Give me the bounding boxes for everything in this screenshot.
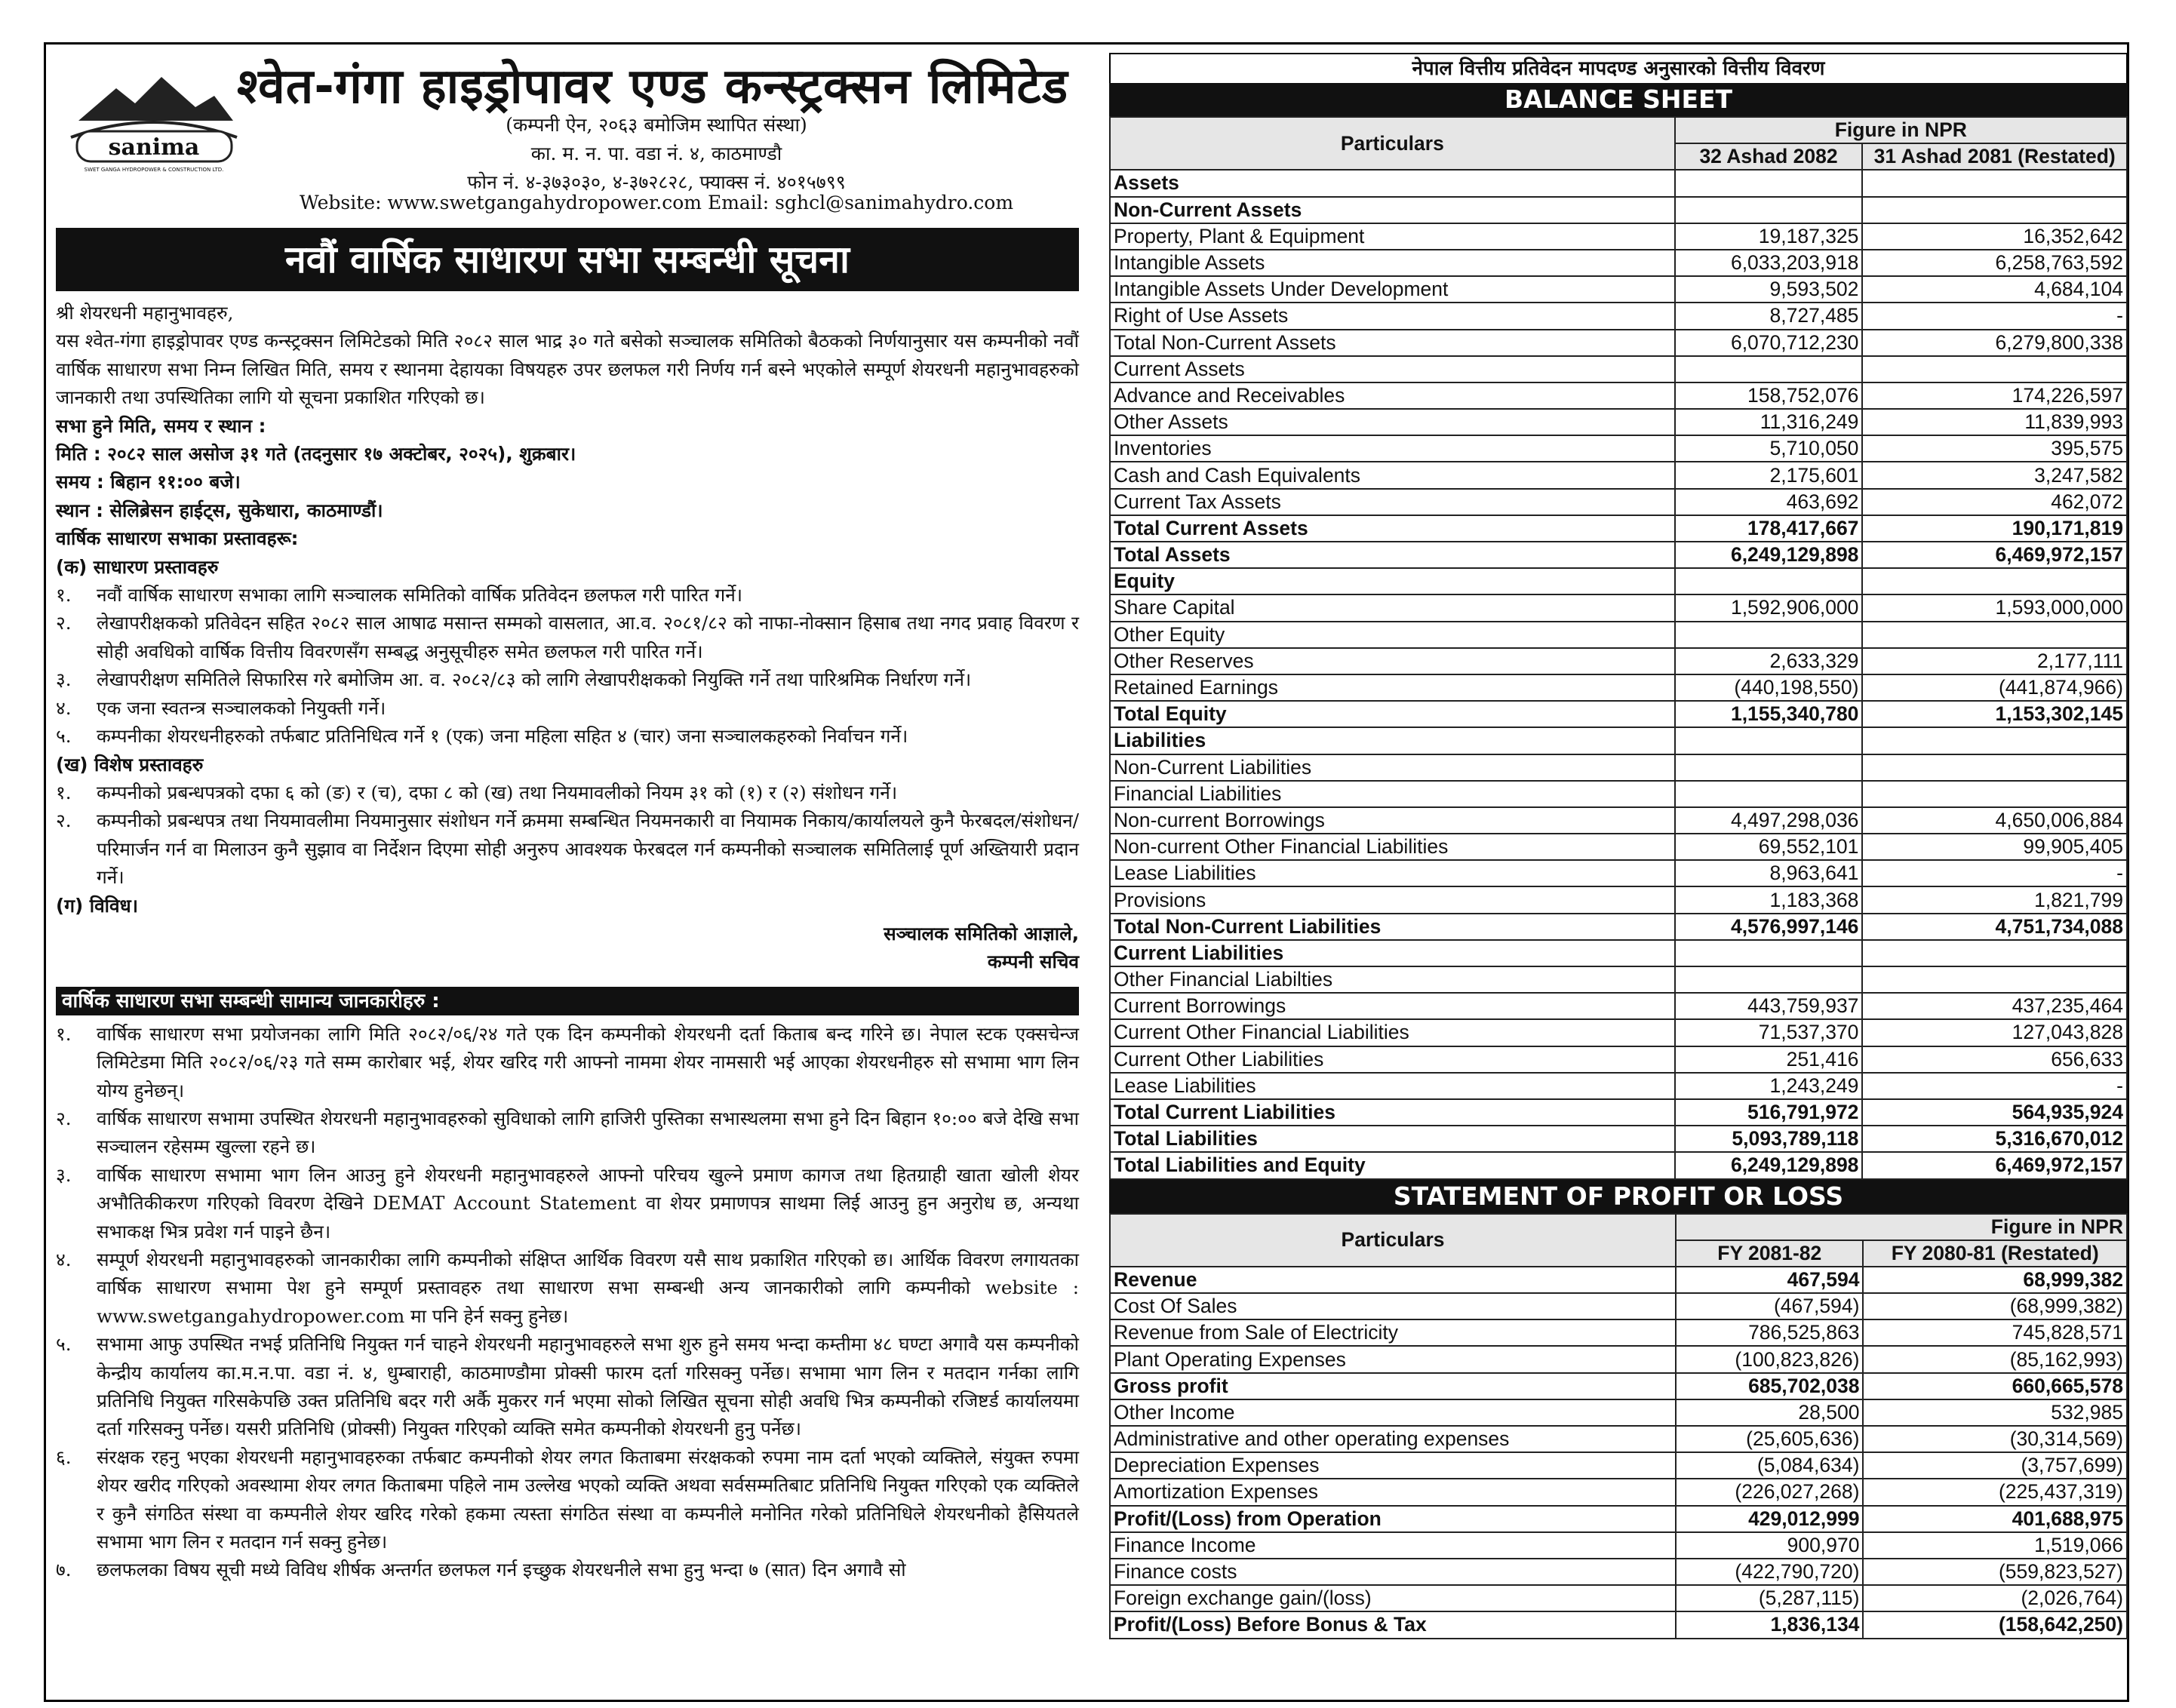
row-label: Other Income — [1110, 1399, 1676, 1426]
table-row — [1110, 674, 2127, 701]
table-row — [1110, 542, 2127, 568]
row-value-previous: 4,684,104 — [1862, 276, 2127, 303]
row-value-current — [1675, 966, 1863, 993]
list-item-text: एक जना स्वतन्त्र सञ्चालकको नियुक्ती गर्ने। — [97, 696, 386, 719]
list-item-text: सभामा आफु उपस्थित नभई प्रतिनिधि नियुक्त गर्न चाहने शेयरधनी महानुभावहरुले सभा शुरु हुने समय भन्दा कम्तीमा ४८ घण्टा अगावै यस कम्पनीको केन्द्रीय कार्यालय का.म.न.पा. वडा नं. ४, धुम्बाराही, काठमाण्डौमा प्रोक्सी फारम दर्ता गरिसक्नु पर्नेछ। सभामा भाग लिन र मतदान गर्नका लागि प्रतिनिधि नियुक्त गरिसकेपछि उक्त प्रतिनिधि बदर गरी अर्कै मुकरर गर्न भएमा सोको लिखित सूचना सोही अवधि भित्र कम्पनीको रजिष्टर्ड कार्यालयमा दर्ता गरिसक्नु पर्नेछ। यसरी प्रतिनिधि (प्रोक्सी) नियुक्त गरिएको व्यक्ति समेत कम्पनीको शेयरधनी हुनु पर्नेछ। — [97, 1333, 1079, 1440]
table-row — [1110, 1152, 2127, 1178]
meeting-time: समय : बिहान ११:०० बजे। — [56, 471, 241, 493]
general-proposals-heading: (क) साधारण प्रस्तावहरु — [56, 555, 219, 578]
row-value-previous: 6,469,972,157 — [1862, 542, 2127, 568]
table-row — [1110, 1611, 2127, 1638]
table-row — [1110, 807, 2127, 834]
bs-col2-header: 31 Ashad 2081 (Restated) — [1862, 143, 2127, 170]
list-item-number: ३. — [56, 1163, 72, 1186]
table-row — [1110, 1267, 2127, 1293]
row-value-previous: (225,437,319) — [1863, 1479, 2127, 1505]
row-value-current: 8,963,641 — [1675, 860, 1863, 886]
row-value-previous — [1862, 197, 2127, 223]
table-row — [1110, 1452, 2127, 1479]
row-label: Gross profit — [1110, 1373, 1676, 1399]
list-item-text: कम्पनीको प्रबन्धपत्रको दफा ६ को (ङ) र (च), दफा ८ को (ख) तथा नियमावलीको नियम ३१ को (१) र (२) संशोधन गर्ने। — [97, 781, 898, 803]
row-value-previous: - — [1862, 1073, 2127, 1099]
row-label: Total Liabilities — [1110, 1126, 1675, 1152]
row-value-current: 1,243,249 — [1675, 1073, 1863, 1099]
row-label: Liabilities — [1110, 727, 1675, 754]
row-value-current: 4,497,298,036 — [1675, 807, 1863, 834]
row-value-previous: - — [1862, 303, 2127, 329]
row-value-current: 6,033,203,918 — [1675, 250, 1863, 276]
table-row — [1110, 886, 2127, 913]
table-row — [1110, 1019, 2127, 1046]
row-label: Share Capital — [1110, 594, 1675, 621]
list-item — [56, 581, 1079, 609]
notice-title: नवौं वार्षिक साधारण सभा सम्बन्धी सूचना — [56, 228, 1079, 291]
table-row — [1110, 1046, 2127, 1073]
row-value-current: (440,198,550) — [1675, 674, 1863, 701]
row-value-current: 463,692 — [1675, 489, 1863, 515]
table-row — [1110, 197, 2127, 223]
row-label: Total Current Assets — [1110, 515, 1675, 542]
row-value-previous: 3,247,582 — [1862, 462, 2127, 488]
list-item-number: ७. — [56, 1559, 72, 1581]
row-value-previous: 16,352,642 — [1862, 223, 2127, 250]
list-item-number: ५. — [56, 725, 72, 748]
row-value-previous: (559,823,527) — [1863, 1559, 2127, 1585]
list-item — [56, 1104, 1079, 1161]
list-item-number: ४. — [56, 1249, 72, 1270]
meeting-heading: सभा हुने मिति, समय र स्थान : — [56, 414, 266, 437]
list-item-text: वार्षिक साधारण सभामा उपस्थित शेयरधनी महानुभावहरुको सुविधाको लागि हाजिरी पुस्तिका सभास्थलमा सभा हुने दिन बिहान १०:०० बजे देखि सभा सञ्चालन रहेसम्म खुल्ला रहने छ। — [97, 1107, 1079, 1158]
row-value-previous: (441,874,966) — [1862, 674, 2127, 701]
table-row — [1110, 435, 2127, 462]
row-label: Other Equity — [1110, 622, 1675, 648]
row-value-current: 516,791,972 — [1675, 1099, 1863, 1126]
table-row — [1110, 648, 2127, 674]
table-row — [1110, 1073, 2127, 1099]
row-value-previous: 6,258,763,592 — [1862, 250, 2127, 276]
table-row — [1110, 1099, 2127, 1126]
row-value-previous: 401,688,975 — [1863, 1506, 2127, 1532]
row-value-current: 786,525,863 — [1676, 1319, 1863, 1346]
misc-heading: (ग) विविध। — [56, 894, 139, 917]
row-value-previous: 437,235,464 — [1862, 993, 2127, 1019]
row-value-previous — [1862, 622, 2127, 648]
list-item-text: छलफलका विषय सूची मध्ये विविध शीर्षक अन्तर्गत छलफल गर्न इच्छुक शेयरधनीले सभा हुनु भन्दा ७ (सात) दिन अगावै सो — [97, 1559, 906, 1581]
row-value-current: 1,183,368 — [1675, 886, 1863, 913]
table-row — [1110, 993, 2127, 1019]
row-label: Lease Liabilities — [1110, 860, 1675, 886]
general-proposals-list — [56, 581, 1079, 750]
row-value-current: 5,093,789,118 — [1675, 1126, 1863, 1152]
table-row — [1110, 914, 2127, 940]
row-label: Current Assets — [1110, 356, 1675, 382]
table-row — [1110, 966, 2127, 993]
table-row — [1110, 1532, 2127, 1559]
table-row — [1110, 1346, 2127, 1372]
list-item-text: लेखापरीक्षकको प्रतिवेदन सहित २०८२ साल आषाढ मसान्त सम्मको वासलात, आ.व. २०८१/८२ को नाफा-नोक्सान हिसाब तथा नगद प्रवाह विवरण र सोही अवधिको वार्षिक वित्तीय विवरणसँग सम्बद्ध अनुसूचीहरु समेत छलफल गरी पारित गर्ने। — [97, 612, 1079, 662]
row-label: Financial Liabilities — [1110, 781, 1675, 807]
row-value-previous — [1862, 356, 2127, 382]
list-item — [56, 1556, 1079, 1584]
company-website: Website: www.swetgangahydropower.com Email: sghcl@sanimahydro.com — [299, 192, 1014, 214]
row-label: Current Liabilities — [1110, 940, 1675, 966]
list-item-text: वार्षिक साधारण सभा प्रयोजनका लागि मिति २०८२/०६/२४ गते एक दिन कम्पनीको शेयरधनी दर्ता किताब बन्द गरिने छ। नेपाल स्टक एक्सचेन्ज लिमिटेडमा मिति २०८२/०६/२३ गते सम्म कारोबार भई, शेयर खरिद गरी आफ्नो नाममा शेयर नामसारी भई आएका शेयरधनीहरु सो सभामा भाग लिन योग्य हुनेछन्। — [97, 1022, 1079, 1101]
list-item-text: कम्पनीको प्रबन्धपत्र तथा नियमावलीमा नियमानुसार संशोधन गर्ने क्रममा सम्बन्धित नियमनकारी वा नियामक निकाय/कार्यालयले कुनै फेरबदल/संशोधन/परिमार्जन गर्न वा मिलाउन कुनै सुझाव वा निर्देशन दिएमा सोही अनुरुप आवश्यक फेरबदल गर्न कम्पनीको सञ्चालक समितिलाई पूर्ण अख्तियारी प्रदान गर्ने। — [97, 809, 1079, 889]
row-label: Finance Income — [1110, 1532, 1676, 1559]
table-row — [1110, 1479, 2127, 1505]
special-proposals-heading: (ख) विशेष प्रस्तावहरु — [56, 753, 204, 776]
list-item-text: वार्षिक साधारण सभामा भाग लिन आउनु हुने शेयरधनी महानुभावहरुले आफ्नो परिचय खुल्ने प्रमाण कागज तथा हितग्राही खाता खोली शेयर अभौतिकीकरण गरिएको विवरण देखिने DEMAT Account Statement वा शेयर प्रमाणपत्र साथमा लिई आउनु हुन अनुरोध छ, अन्यथा सभाकक्ष भित्र प्रवेश गर्न पाइने छैन। — [97, 1163, 1079, 1243]
list-item — [56, 609, 1079, 665]
row-label: Advance and Receivables — [1110, 382, 1675, 409]
company-name: श्वेत-गंगा हाइड्रोपावर एण्ड कन्स्ट्रक्सन लिमिटेड — [236, 59, 1069, 115]
row-label: Total Current Liabilities — [1110, 1099, 1675, 1126]
row-value-previous: 68,999,382 — [1863, 1267, 2127, 1293]
row-label: Current Other Financial Liabilities — [1110, 1019, 1675, 1046]
row-value-current — [1675, 568, 1863, 594]
list-item-number: ४. — [56, 696, 72, 719]
list-item — [56, 779, 1079, 806]
row-label: Non-Current Assets — [1110, 197, 1675, 223]
table-row — [1110, 489, 2127, 515]
row-label: Other Financial Liabilties — [1110, 966, 1675, 993]
row-value-current: 443,759,937 — [1675, 993, 1863, 1019]
row-label: Total Liabilities and Equity — [1110, 1152, 1675, 1178]
company-subtitle: (कम्पनी ऐन, २०६३ बमोजिम स्थापित संस्था) — [506, 114, 807, 136]
row-value-current — [1675, 356, 1863, 382]
row-value-previous: 127,043,828 — [1862, 1019, 2127, 1046]
row-value-current: (226,027,268) — [1676, 1479, 1863, 1505]
row-label: Profit/(Loss) from Operation — [1110, 1506, 1676, 1532]
table-row — [1110, 1426, 2127, 1452]
table-row — [1110, 1506, 2127, 1532]
row-label: Revenue from Sale of Electricity — [1110, 1319, 1676, 1346]
table-row — [1110, 754, 2127, 781]
row-label: Total Equity — [1110, 701, 1675, 727]
row-value-previous — [1862, 940, 2127, 966]
row-value-current — [1675, 727, 1863, 754]
row-value-current — [1675, 170, 1863, 196]
pl-col2-header: FY 2080-81 (Restated) — [1863, 1240, 2127, 1267]
row-label: Current Borrowings — [1110, 993, 1675, 1019]
table-row — [1110, 515, 2127, 542]
list-item — [56, 1020, 1079, 1104]
row-value-previous — [1862, 568, 2127, 594]
table-row — [1110, 1399, 2127, 1426]
row-label: Retained Earnings — [1110, 674, 1675, 701]
table-row — [1110, 223, 2127, 250]
bs-particulars-header: Particulars — [1110, 117, 1675, 170]
balance-sheet-table — [1109, 116, 2128, 1180]
row-value-current: 8,727,485 — [1675, 303, 1863, 329]
balance-sheet-title: BALANCE SHEET — [1109, 83, 2128, 116]
list-item — [56, 694, 1079, 722]
row-value-previous — [1862, 727, 2127, 754]
row-label: Plant Operating Expenses — [1110, 1346, 1676, 1372]
list-item-number: ६. — [56, 1445, 72, 1468]
list-item-text: संरक्षक रहनु भएका शेयरधनी महानुभावहरुका तर्फबाट कम्पनीको शेयर लगत किताबमा संरक्षकको रुपमा नाम दर्ता भएको व्यक्तिले, संयुक्त रुपमा शेयर खरीद गरिएको अवस्थामा शेयर लगत किताबमा पहिले नाम उल्लेख भएको व्यक्ति अथवा सर्वसम्मतिबाट प्रतिनिधि नियुक्त गरिएको एक व्यक्तिले र कुनै संगठित संस्था वा कम्पनीले शेयर खरिद गरेको हकमा त्यस्ता संगठित संस्था वा कम्पनीले मनोनित गरेको प्रतिनिधिले शेयरधनीको हैसियतले सभामा भाग लिन र मतदान गर्न सक्नु हुनेछ। — [97, 1445, 1080, 1553]
row-value-current: 28,500 — [1676, 1399, 1863, 1426]
row-value-previous: 4,650,006,884 — [1862, 807, 2127, 834]
row-value-previous: 462,072 — [1862, 489, 2127, 515]
logo-text: sanima — [108, 134, 200, 161]
table-row — [1110, 1559, 2127, 1585]
row-label: Total Non-Current Liabilities — [1110, 914, 1675, 940]
list-item — [56, 1161, 1079, 1246]
notice-column — [53, 47, 1086, 1703]
row-value-previous: 190,171,819 — [1862, 515, 2127, 542]
row-value-previous: 174,226,597 — [1862, 382, 2127, 409]
row-label: Current Tax Assets — [1110, 489, 1675, 515]
row-value-current: 71,537,370 — [1675, 1019, 1863, 1046]
row-label: Lease Liabilities — [1110, 1073, 1675, 1099]
row-label: Intangible Assets — [1110, 250, 1675, 276]
table-row — [1110, 382, 2127, 409]
row-value-current: 19,187,325 — [1675, 223, 1863, 250]
row-label: Depreciation Expenses — [1110, 1452, 1676, 1479]
row-value-current: 4,576,997,146 — [1675, 914, 1863, 940]
row-value-previous: 1,153,302,145 — [1862, 701, 2127, 727]
meeting-place: स्थान : सेलिब्रेसन हाईट्स, सुकेधारा, काठमाण्डौं। — [56, 499, 383, 521]
row-value-previous: 6,469,972,157 — [1862, 1152, 2127, 1178]
table-row — [1110, 462, 2127, 488]
row-value-current — [1675, 940, 1863, 966]
row-value-previous: (30,314,569) — [1863, 1426, 2127, 1452]
company-address: का. म. न. पा. वडा नं. ४, काठमाण्डौ — [530, 143, 782, 164]
table-row — [1110, 1319, 2127, 1346]
table-row — [1110, 860, 2127, 886]
row-value-current: 6,070,712,230 — [1675, 330, 1863, 356]
row-label: Total Non-Current Assets — [1110, 330, 1675, 356]
list-item — [56, 1330, 1079, 1443]
financial-column — [1109, 53, 2128, 1639]
row-value-current: 2,175,601 — [1675, 462, 1863, 488]
row-label: Non-current Borrowings — [1110, 807, 1675, 834]
list-item-number: २. — [56, 612, 72, 634]
row-value-current: 251,416 — [1675, 1046, 1863, 1073]
row-value-current: 467,594 — [1676, 1267, 1863, 1293]
row-label: Profit/(Loss) Before Bonus & Tax — [1110, 1611, 1676, 1638]
row-value-current: (100,823,826) — [1676, 1346, 1863, 1372]
row-label: Cash and Cash Equivalents — [1110, 462, 1675, 488]
table-row — [1110, 940, 2127, 966]
row-label: Finance costs — [1110, 1559, 1676, 1585]
table-row — [1110, 276, 2127, 303]
row-value-current: 1,836,134 — [1676, 1611, 1863, 1638]
notice-body — [56, 299, 1079, 1584]
row-value-current — [1675, 622, 1863, 648]
list-item-text: नवौं वार्षिक साधारण सभाका लागि सञ्चालक समितिको वार्षिक प्रतिवेदन छलफल गरी पारित गर्ने। — [97, 584, 743, 607]
intro-paragraph: यस श्वेत-गंगा हाइड्रोपावर एण्ड कन्स्ट्रक्सन लिमिटेडको मिति २०८२ साल भाद्र ३० गते बसेको सञ्चालक समितिको बैठकको निर्णयानुसार यस कम्पनीको नवौं वार्षिक साधारण सभा निम्न लिखित मिति, समय र स्थानमा देहायका विषयहरु उपर छलफल गरी निर्णय गर्न बस्ने भएकोले सम्पूर्ण शेयरधनी महानुभावहरुको जानकारी तथा उपस्थितिका लागि यो सूचना प्रकाशित गरिएको छ। — [56, 330, 1079, 409]
list-item-text: सम्पूर्ण शेयरधनी महानुभावहरुको जानकारीका लागि कम्पनीको संक्षिप्त आर्थिक विवरण यसै साथ प्रकाशित गरिएको छ। आर्थिक विवरण लगायतका वार्षिक साधारण सभामा पेश हुने सम्पूर्ण प्रस्तावहरु तथा साधारण सभा सम्बन्धी अन्य जानकारीको लागि कम्पनीको website : www.swetgangahydropower.com मा पनि हेर्न सक्नु हुनेछ। — [97, 1249, 1079, 1327]
row-value-previous: (158,642,250) — [1863, 1611, 2127, 1638]
table-row — [1110, 356, 2127, 382]
table-row — [1110, 727, 2127, 754]
row-label: Assets — [1110, 170, 1675, 196]
financial-nepali-heading: नेपाल वित्तीय प्रतिवेदन मापदण्ड अनुसारको वित्तीय विवरण — [1109, 53, 2128, 83]
table-row — [1110, 834, 2127, 860]
table-row — [1110, 568, 2127, 594]
row-label: Property, Plant & Equipment — [1110, 223, 1675, 250]
pl-particulars-header: Particulars — [1110, 1214, 1676, 1267]
logo-subtext: SWET GANGA HYDROPOWER & CONSTRUCTION LTD. — [84, 167, 224, 173]
list-item — [56, 1246, 1079, 1330]
row-value-previous: 1,821,799 — [1862, 886, 2127, 913]
row-label: Other Assets — [1110, 409, 1675, 435]
table-row — [1110, 409, 2127, 435]
table-row — [1110, 622, 2127, 648]
row-value-previous: 564,935,924 — [1862, 1099, 2127, 1126]
row-value-current: 685,702,038 — [1676, 1373, 1863, 1399]
row-value-previous: 6,279,800,338 — [1862, 330, 2127, 356]
row-value-previous: 1,593,000,000 — [1862, 594, 2127, 621]
row-value-previous: 4,751,734,088 — [1862, 914, 2127, 940]
row-value-current: 11,316,249 — [1675, 409, 1863, 435]
bs-figure-header: Figure in NPR — [1675, 117, 2127, 143]
row-value-current: 1,155,340,780 — [1675, 701, 1863, 727]
row-value-current — [1675, 754, 1863, 781]
row-value-previous: 395,575 — [1862, 435, 2127, 462]
row-value-current: 1,592,906,000 — [1675, 594, 1863, 621]
table-row — [1110, 303, 2127, 329]
row-value-previous: 2,177,111 — [1862, 648, 2127, 674]
pl-col1-header: FY 2081-82 — [1676, 1240, 1863, 1267]
row-value-current: (422,790,720) — [1676, 1559, 1863, 1585]
row-label: Intangible Assets Under Development — [1110, 276, 1675, 303]
row-label: Non-current Other Financial Liabilities — [1110, 834, 1675, 860]
table-row — [1110, 1126, 2127, 1152]
row-value-current: 69,552,101 — [1675, 834, 1863, 860]
row-value-current — [1675, 197, 1863, 223]
list-item-number: १. — [56, 1022, 72, 1045]
row-value-previous — [1862, 966, 2127, 993]
list-item-number: २. — [56, 1107, 72, 1129]
row-value-current: 6,249,129,898 — [1675, 542, 1863, 568]
row-value-current: 900,970 — [1676, 1532, 1863, 1559]
row-value-previous: 5,316,670,012 — [1862, 1126, 2127, 1152]
profit-loss-title: STATEMENT OF PROFIT OR LOSS — [1109, 1180, 2128, 1213]
signature-line-1: सञ्चालक समितिको आज्ञाले, — [884, 922, 1079, 945]
list-item-text: कम्पनीका शेयरधनीहरुको तर्फबाट प्रतिनिधित्व गर्ने १ (एक) जना महिला सहित ४ (चार) जना सञ्चालकहरुको निर्वाचन गर्ने। — [97, 725, 908, 748]
list-item — [56, 806, 1079, 891]
row-value-previous — [1862, 170, 2127, 196]
row-value-previous: 99,905,405 — [1862, 834, 2127, 860]
row-value-current: 6,249,129,898 — [1675, 1152, 1863, 1178]
company-phone: फोन नं. ४-३७३०३०, ४-३७२८२८, फ्याक्स नं. ४०१५७९९ — [467, 171, 846, 193]
row-value-previous: (85,162,993) — [1863, 1346, 2127, 1372]
table-row — [1110, 701, 2127, 727]
row-label: Foreign exchange gain/(loss) — [1110, 1585, 1676, 1611]
row-value-previous: 1,519,066 — [1863, 1532, 2127, 1559]
proposals-heading: वार्षिक साधारण सभाका प्रस्तावहरू: — [56, 527, 299, 550]
row-value-previous — [1862, 754, 2127, 781]
list-item — [56, 722, 1079, 750]
row-label: Other Reserves — [1110, 648, 1675, 674]
row-value-current: 429,012,999 — [1676, 1506, 1863, 1532]
row-label: Right of Use Assets — [1110, 303, 1675, 329]
table-row — [1110, 1293, 2127, 1319]
row-value-current: (25,605,636) — [1676, 1426, 1863, 1452]
row-value-current: (5,287,115) — [1676, 1585, 1863, 1611]
row-label: Provisions — [1110, 886, 1675, 913]
row-label: Administrative and other operating expenses — [1110, 1426, 1676, 1452]
list-item-number: १. — [56, 584, 72, 607]
table-row — [1110, 330, 2127, 356]
row-label: Equity — [1110, 568, 1675, 594]
row-value-previous: 11,839,993 — [1862, 409, 2127, 435]
table-row — [1110, 594, 2127, 621]
row-label: Revenue — [1110, 1267, 1676, 1293]
row-value-previous: 745,828,571 — [1863, 1319, 2127, 1346]
list-item — [56, 1443, 1079, 1556]
pl-figure-header: Figure in NPR — [1676, 1214, 2127, 1240]
row-value-previous: 532,985 — [1863, 1399, 2127, 1426]
special-proposals-list — [56, 779, 1079, 892]
row-value-previous: (3,757,699) — [1863, 1452, 2127, 1479]
meeting-date: मिति : २०८२ साल असोज ३१ गते (तदनुसार १७ अक्टोबर, २०२५), शुक्रबार। — [56, 443, 576, 465]
row-value-previous: 656,633 — [1862, 1046, 2127, 1073]
table-row — [1110, 781, 2127, 807]
list-item-number: ३. — [56, 668, 72, 691]
row-value-current: 158,752,076 — [1675, 382, 1863, 409]
row-label: Current Other Liabilities — [1110, 1046, 1675, 1073]
row-value-previous: - — [1862, 860, 2127, 886]
list-item-number: २. — [56, 809, 72, 832]
table-row — [1110, 170, 2127, 196]
table-row — [1110, 1373, 2127, 1399]
row-label: Total Assets — [1110, 542, 1675, 568]
list-item-number: १. — [56, 781, 72, 803]
row-label: Cost Of Sales — [1110, 1293, 1676, 1319]
row-value-previous: 660,665,578 — [1863, 1373, 2127, 1399]
row-value-current: (5,084,634) — [1676, 1452, 1863, 1479]
row-value-current: 178,417,667 — [1675, 515, 1863, 542]
row-value-current: 9,593,502 — [1675, 276, 1863, 303]
list-item — [56, 665, 1079, 693]
row-value-previous: (2,026,764) — [1863, 1585, 2127, 1611]
general-info-list — [56, 1020, 1079, 1584]
profit-loss-table — [1109, 1213, 2128, 1639]
table-row — [1110, 1585, 2127, 1611]
list-item-text: लेखापरीक्षण समितिले सिफारिस गरे बमोजिम आ. व. २०८२/८३ को लागि लेखापरीक्षकको नियुक्ति गर्ने तथा पारिश्रमिक निर्धारण गर्ने। — [97, 668, 972, 691]
sanima-logo — [63, 62, 244, 175]
salutation: श्री शेयरधनी महानुभावहरु, — [56, 302, 234, 324]
list-item-number: ५. — [56, 1333, 72, 1356]
row-label: Amortization Expenses — [1110, 1479, 1676, 1505]
row-value-current: 5,710,050 — [1675, 435, 1863, 462]
general-info-heading: वार्षिक साधारण सभा सम्बन्धी सामान्य जानकारीहरु : — [56, 987, 1079, 1015]
row-label: Inventories — [1110, 435, 1675, 462]
bs-col1-header: 32 Ashad 2082 — [1675, 143, 1863, 170]
row-value-previous: (68,999,382) — [1863, 1293, 2127, 1319]
row-value-current — [1675, 781, 1863, 807]
table-row — [1110, 250, 2127, 276]
signature-line-2: कम्पनी सचिव — [987, 951, 1079, 973]
row-value-previous — [1862, 781, 2127, 807]
row-label: Non-Current Liabilities — [1110, 754, 1675, 781]
row-value-current: (467,594) — [1676, 1293, 1863, 1319]
row-value-current: 2,633,329 — [1675, 648, 1863, 674]
